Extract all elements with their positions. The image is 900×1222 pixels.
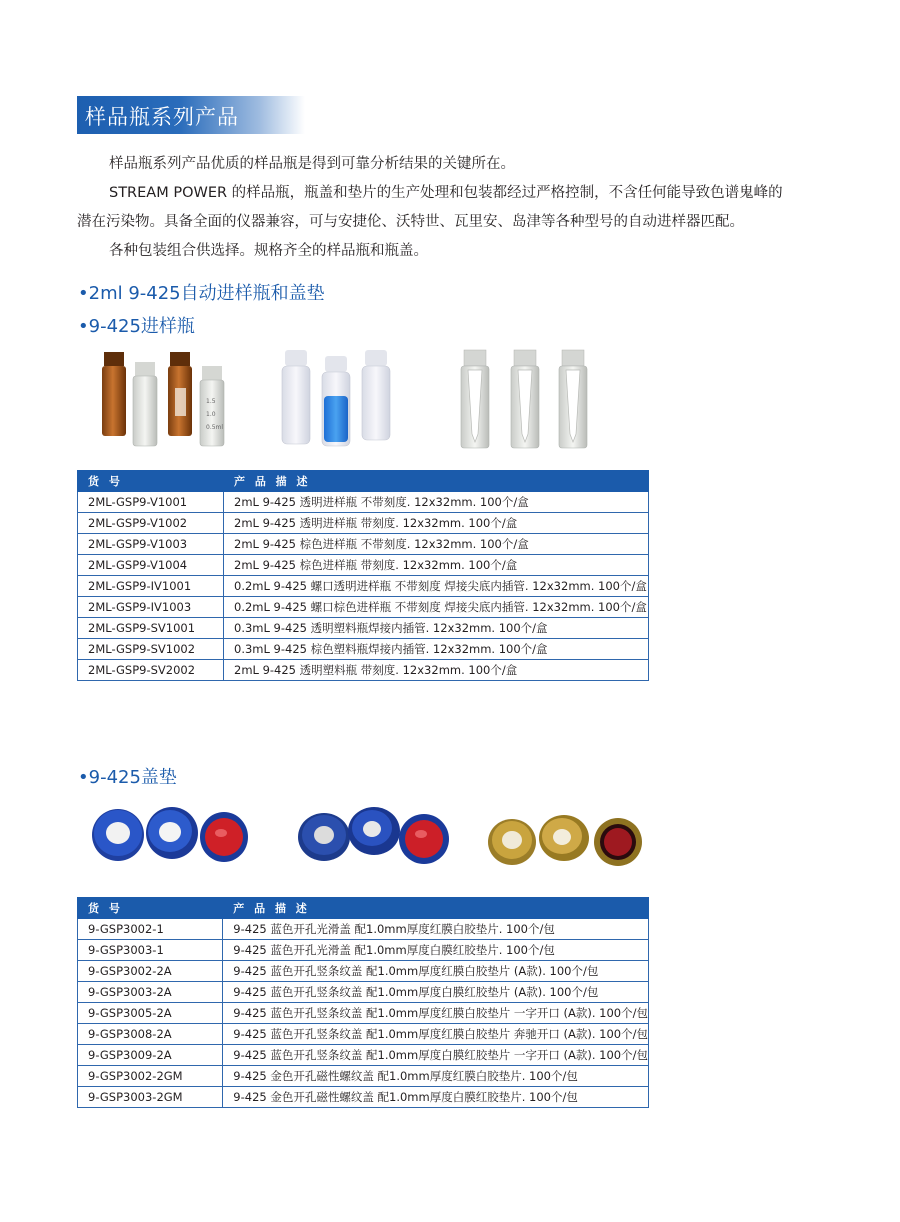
plastic-vials-image	[278, 348, 398, 448]
amber-clear-vials-image	[98, 348, 233, 452]
part-number-cell: 2ML-GSP9-SV1001	[78, 618, 224, 639]
table-row	[78, 555, 649, 576]
part-number-cell: 9-GSP3005-2A	[78, 1003, 223, 1024]
table-row	[78, 597, 649, 618]
heading-caps: •9-425盖垫	[78, 767, 177, 788]
column-header-description: 产 品 描 述	[223, 898, 649, 919]
section-title-band	[77, 96, 305, 134]
description-cell: 9-425 金色开孔磁性螺纹盖 配1.0mm厚度红膜白胶垫片. 100个/包	[223, 1066, 649, 1087]
intro-text	[77, 150, 817, 266]
description-cell: 9-425 蓝色开孔竖条纹盖 配1.0mm厚度红膜白胶垫片 奔驰开口 (A款). 100个/包	[223, 1024, 649, 1045]
column-header-part-number: 货 号	[78, 471, 224, 492]
description-cell: 2mL 9-425 透明进样瓶 带刻度. 12x32mm. 100个/盒	[224, 513, 649, 534]
gold-caps-image	[486, 810, 646, 870]
graduation-mark: 1.5	[206, 398, 216, 405]
part-number-cell: 2ML-GSP9-SV1002	[78, 639, 224, 660]
intro-line: 潜在污染物。具备全面的仪器兼容，可与安捷伦、沃特世、瓦里安、岛津等各种型号的自动进样器匹配。	[77, 214, 744, 230]
description-cell: 9-425 蓝色开孔竖条纹盖 配1.0mm厚度红膜白胶垫片 (A款). 100个/包	[223, 961, 649, 982]
part-number-cell: 2ML-GSP9-SV2002	[78, 660, 224, 681]
description-cell: 9-425 蓝色开孔光滑盖 配1.0mm厚度红膜白胶垫片. 100个/包	[223, 919, 649, 940]
description-cell: 9-425 金色开孔磁性螺纹盖 配1.0mm厚度白膜红胶垫片. 100个/包	[223, 1087, 649, 1108]
description-cell: 9-425 蓝色开孔竖条纹盖 配1.0mm厚度白膜红胶垫片 (A款). 100个/包	[223, 982, 649, 1003]
column-header-description: 产 品 描 述	[224, 471, 649, 492]
part-number-cell: 9-GSP3002-1	[78, 919, 223, 940]
graduation-mark: 0.5ml	[206, 424, 224, 431]
description-cell: 0.3mL 9-425 透明塑料瓶焊接内插管. 12x32mm. 100个/盒	[224, 618, 649, 639]
table-row	[78, 1003, 649, 1024]
part-number-cell: 9-GSP3003-2A	[78, 982, 223, 1003]
description-cell: 2mL 9-425 棕色进样瓶 不带刻度. 12x32mm. 100个/盒	[224, 534, 649, 555]
vials-table	[77, 470, 649, 681]
table-header-row	[78, 898, 649, 919]
part-number-cell: 2ML-GSP9-V1001	[78, 492, 224, 513]
intro-line: 各种包装组合供选择。规格齐全的样品瓶和瓶盖。	[109, 243, 428, 259]
intro-line: STREAM POWER 的样品瓶，瓶盖和垫片的生产处理和包装都经过严格控制，不含任何能导致色谱鬼峰的	[109, 185, 783, 201]
part-number-cell: 2ML-GSP9-V1004	[78, 555, 224, 576]
table-row	[78, 1024, 649, 1045]
column-header-part-number: 货 号	[78, 898, 223, 919]
description-cell: 9-425 蓝色开孔竖条纹盖 配1.0mm厚度红膜白胶垫片 一字开口 (A款). 100个/包	[223, 1003, 649, 1024]
table-row	[78, 940, 649, 961]
description-cell: 9-425 蓝色开孔竖条纹盖 配1.0mm厚度白膜红胶垫片 一字开口 (A款). 100个/包	[223, 1045, 649, 1066]
section-title: 样品瓶系列产品	[85, 105, 239, 129]
description-cell: 2mL 9-425 透明塑料瓶 带刻度. 12x32mm. 100个/盒	[224, 660, 649, 681]
blue-caps-image-1	[90, 803, 250, 869]
description-cell: 9-425 蓝色开孔光滑盖 配1.0mm厚度白膜红胶垫片. 100个/包	[223, 940, 649, 961]
description-cell: 0.3mL 9-425 棕色塑料瓶焊接内插管. 12x32mm. 100个/盒	[224, 639, 649, 660]
heading-vials-and-caps: •2ml 9-425自动进样瓶和盖垫	[78, 283, 325, 304]
part-number-cell: 9-GSP3002-2GM	[78, 1066, 223, 1087]
description-cell: 0.2mL 9-425 螺口棕色进样瓶 不带刻度 焊接尖底内插管. 12x32mm. 100个/盒	[224, 597, 649, 618]
part-number-cell: 2ML-GSP9-IV1001	[78, 576, 224, 597]
part-number-cell: 9-GSP3003-2GM	[78, 1087, 223, 1108]
table-row	[78, 919, 649, 940]
table-row	[78, 961, 649, 982]
caps-table	[77, 897, 649, 1108]
table-row	[78, 534, 649, 555]
part-number-cell: 9-GSP3002-2A	[78, 961, 223, 982]
part-number-cell: 2ML-GSP9-V1002	[78, 513, 224, 534]
table-row	[78, 576, 649, 597]
table-row	[78, 1066, 649, 1087]
part-number-cell: 2ML-GSP9-IV1003	[78, 597, 224, 618]
heading-vials: •9-425进样瓶	[78, 316, 195, 337]
table-header-row	[78, 471, 649, 492]
table-row	[78, 982, 649, 1003]
blue-caps-image-2	[296, 803, 456, 869]
insert-vials-image	[456, 348, 596, 452]
table-row	[78, 492, 649, 513]
part-number-cell: 9-GSP3009-2A	[78, 1045, 223, 1066]
table-row	[78, 1087, 649, 1108]
table-row	[78, 1045, 649, 1066]
table-row	[78, 513, 649, 534]
part-number-cell: 9-GSP3008-2A	[78, 1024, 223, 1045]
intro-line: 样品瓶系列产品优质的样品瓶是得到可靠分析结果的关键所在。	[109, 156, 515, 172]
description-cell: 2mL 9-425 棕色进样瓶 带刻度. 12x32mm. 100个/盒	[224, 555, 649, 576]
table-row	[78, 639, 649, 660]
part-number-cell: 2ML-GSP9-V1003	[78, 534, 224, 555]
description-cell: 2mL 9-425 透明进样瓶 不带刻度. 12x32mm. 100个/盒	[224, 492, 649, 513]
table-row	[78, 660, 649, 681]
graduation-mark: 1.0	[206, 411, 216, 418]
table-row	[78, 618, 649, 639]
part-number-cell: 9-GSP3003-1	[78, 940, 223, 961]
description-cell: 0.2mL 9-425 螺口透明进样瓶 不带刻度 焊接尖底内插管. 12x32mm. 100个/盒	[224, 576, 649, 597]
